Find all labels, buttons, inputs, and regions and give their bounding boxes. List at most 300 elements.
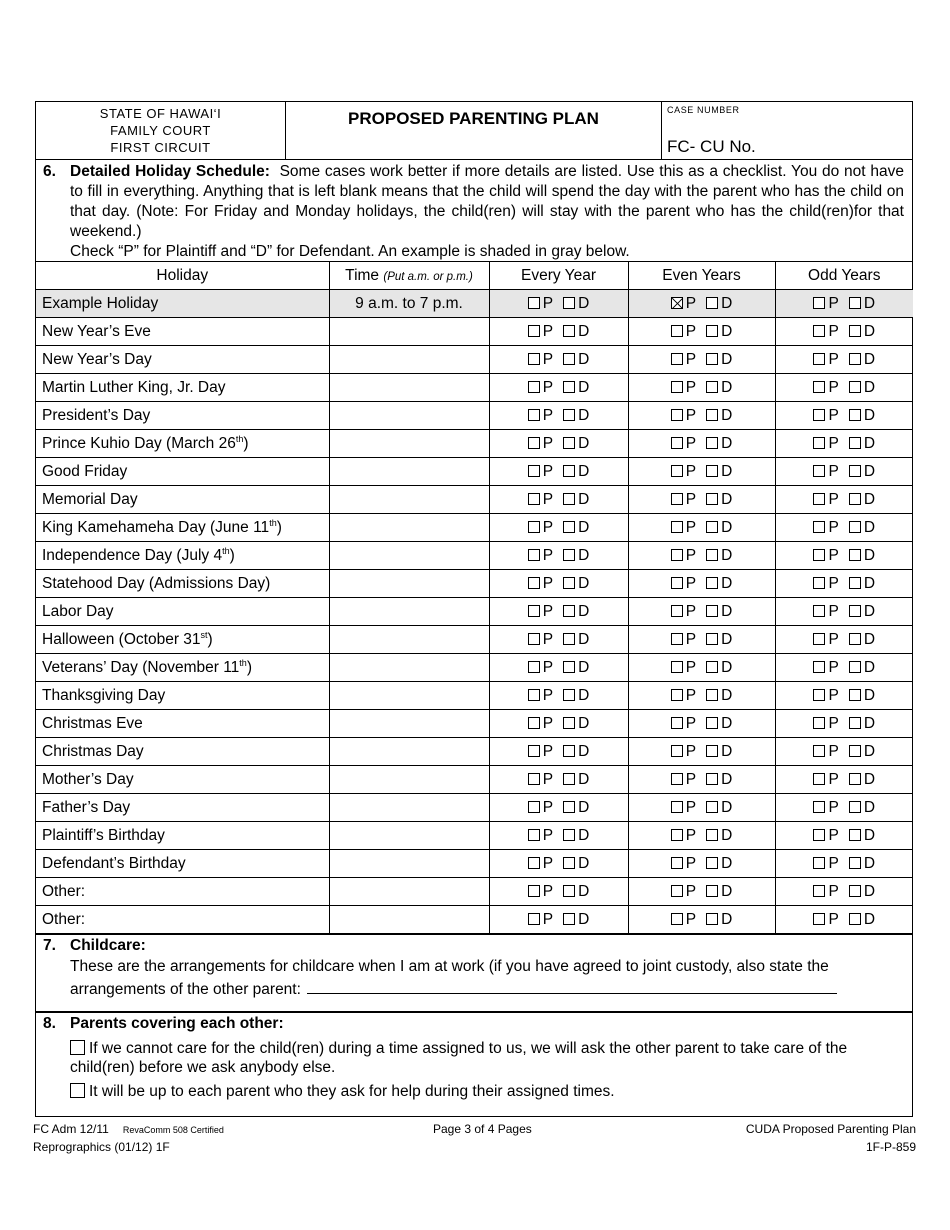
checkbox-d[interactable] (563, 381, 575, 393)
odd-years-cell (775, 682, 913, 710)
label-d: D (578, 546, 590, 564)
checkbox-d[interactable] (706, 521, 718, 533)
label-d: D (578, 602, 590, 620)
holiday-time-input[interactable] (329, 906, 489, 935)
checkbox-d[interactable] (706, 857, 718, 869)
even-years-cell (628, 458, 775, 486)
holiday-name: Christmas Eve (42, 714, 143, 732)
checkbox-d[interactable] (706, 633, 718, 645)
holiday-row (36, 318, 913, 346)
checkbox-p[interactable] (813, 549, 825, 561)
checkbox-d[interactable] (706, 297, 718, 309)
checkbox-d[interactable] (849, 885, 861, 897)
holiday-time-input[interactable] (329, 598, 489, 626)
holiday-cell (36, 514, 329, 542)
checkbox-d[interactable] (563, 633, 575, 645)
holiday-row (36, 486, 913, 514)
checkbox-p[interactable] (528, 913, 540, 925)
label-d: D (863, 882, 876, 900)
checkbox-d[interactable] (849, 773, 861, 785)
label-d: D (578, 686, 590, 704)
odd-years-cell (775, 374, 913, 402)
checkbox-p[interactable] (813, 633, 825, 645)
label-d: D (863, 350, 876, 368)
holiday-cell (36, 542, 329, 570)
checkbox-p[interactable] (528, 577, 540, 589)
col-odd-years: Odd Years (775, 262, 913, 290)
even-years-cell (628, 850, 775, 878)
label-p: P (828, 882, 839, 900)
checkbox-d[interactable] (563, 353, 575, 365)
checkbox-p[interactable] (671, 829, 683, 841)
label-p: P (542, 742, 554, 760)
label-d: D (863, 714, 876, 732)
holiday-name-suffix: ) (243, 434, 249, 452)
holiday-name-suffix: ) (229, 546, 235, 564)
holiday-table-header (36, 262, 913, 290)
checkbox-p[interactable] (813, 829, 825, 841)
holiday-time-input[interactable] (329, 626, 489, 654)
checkbox-p[interactable] (813, 605, 825, 617)
odd-years-cell (775, 654, 913, 682)
checkbox-d[interactable] (706, 577, 718, 589)
label-d: D (578, 658, 590, 676)
checkbox-d[interactable] (849, 913, 861, 925)
label-d: D (578, 910, 590, 928)
holiday-name: Prince Kuhio Day (March 26 (42, 434, 236, 452)
even-years-cell (628, 710, 775, 738)
checkbox-p[interactable] (671, 325, 683, 337)
label-p: P (685, 546, 697, 564)
checkbox-d[interactable] (706, 689, 718, 701)
label-d: D (863, 378, 876, 396)
label-p: P (542, 518, 554, 536)
checkbox-p[interactable] (813, 493, 825, 505)
every-year-cell (489, 542, 628, 570)
label-d: D (721, 742, 733, 760)
checkbox-p[interactable] (528, 717, 540, 729)
section-7-title: Childcare: (70, 937, 146, 954)
checkbox-p[interactable] (528, 633, 540, 645)
holiday-time-input[interactable] (329, 346, 489, 374)
holiday-row (36, 766, 913, 794)
label-p: P (828, 826, 839, 844)
label-d: D (578, 350, 590, 368)
label-p: P (685, 630, 697, 648)
label-p: P (542, 602, 554, 620)
label-d: D (578, 294, 590, 312)
checkbox-p[interactable] (671, 885, 683, 897)
checkbox-p[interactable] (813, 409, 825, 421)
checkbox-d[interactable] (849, 409, 861, 421)
checkbox-d[interactable] (563, 521, 575, 533)
checkbox-p[interactable] (813, 885, 825, 897)
checkbox-d[interactable] (563, 885, 575, 897)
checkbox-p[interactable] (528, 745, 540, 757)
checkbox-d[interactable] (563, 745, 575, 757)
label-d: D (578, 714, 590, 732)
every-year-cell (489, 486, 628, 514)
checkbox-p[interactable] (528, 409, 540, 421)
label-d: D (863, 490, 876, 508)
holiday-row (36, 822, 913, 850)
holiday-name: King Kamehameha Day (June 11 (42, 518, 270, 536)
label-d: D (721, 294, 733, 312)
checkbox-d[interactable] (706, 437, 718, 449)
checkbox-d[interactable] (849, 689, 861, 701)
checkbox-d[interactable] (563, 493, 575, 505)
holiday-row (36, 570, 913, 598)
checkbox-d[interactable] (849, 633, 861, 645)
checkbox-p[interactable] (528, 297, 540, 309)
checkbox-p[interactable] (528, 437, 540, 449)
checkbox-p[interactable] (671, 409, 683, 421)
checkbox-d[interactable] (849, 605, 861, 617)
checkbox-p[interactable] (813, 773, 825, 785)
checkbox-p[interactable] (671, 857, 683, 869)
checkbox-d[interactable] (706, 381, 718, 393)
section-7-title-wrap (70, 935, 904, 957)
checkbox-p[interactable] (671, 605, 683, 617)
checkbox-d[interactable] (706, 801, 718, 813)
label-d: D (721, 490, 733, 508)
checkbox-d[interactable] (706, 325, 718, 337)
every-year-cell (489, 682, 628, 710)
even-years-cell (628, 542, 775, 570)
checkbox-p[interactable] (813, 437, 825, 449)
checkbox-p[interactable] (671, 661, 683, 673)
col-even-years: Even Years (628, 262, 775, 290)
checkbox-d[interactable] (706, 465, 718, 477)
holiday-cell (36, 486, 329, 514)
label-p: P (828, 574, 839, 592)
checkbox-d[interactable] (563, 913, 575, 925)
checkbox-d[interactable] (706, 717, 718, 729)
checkbox-p[interactable] (671, 717, 683, 729)
checkbox-d[interactable] (706, 661, 718, 673)
childcare-input-line[interactable] (307, 979, 837, 994)
label-d: D (578, 434, 590, 452)
label-p: P (685, 350, 697, 368)
label-d: D (863, 406, 876, 424)
option-1-checkbox[interactable] (70, 1040, 85, 1055)
label-d: D (578, 742, 590, 760)
checkbox-d[interactable] (849, 801, 861, 813)
label-p: P (685, 714, 697, 732)
holiday-cell (36, 458, 329, 486)
checkbox-p[interactable] (813, 577, 825, 589)
holiday-time-input[interactable] (329, 738, 489, 766)
odd-years-cell (775, 906, 913, 935)
checkbox-d[interactable] (563, 801, 575, 813)
holiday-time-input[interactable] (329, 486, 489, 514)
odd-years-cell (775, 738, 913, 766)
label-p: P (542, 686, 554, 704)
court-name (36, 102, 286, 159)
checkbox-p[interactable] (528, 773, 540, 785)
checkbox-p[interactable] (813, 325, 825, 337)
checkbox-p[interactable] (671, 521, 683, 533)
holiday-time-input[interactable] (329, 514, 489, 542)
label-p: P (685, 490, 697, 508)
checkbox-d[interactable] (849, 717, 861, 729)
checkbox-p[interactable] (671, 353, 683, 365)
holiday-name: Mother’s Day (42, 770, 134, 788)
checkbox-d[interactable] (563, 689, 575, 701)
holiday-row (36, 626, 913, 654)
footer-reprographics: Reprographics (01/12) 1F (33, 1140, 170, 1154)
holiday-name-suffix: ) (276, 518, 282, 536)
checkbox-d[interactable] (706, 549, 718, 561)
checkbox-p[interactable] (671, 577, 683, 589)
checkbox-p[interactable] (813, 297, 825, 309)
checkbox-d[interactable] (563, 829, 575, 841)
checkbox-d[interactable] (706, 353, 718, 365)
even-years-cell (628, 486, 775, 514)
example-row (36, 290, 913, 318)
checkbox-p[interactable] (813, 745, 825, 757)
holiday-time-input[interactable] (329, 822, 489, 850)
holiday-row (36, 850, 913, 878)
checkbox-d[interactable] (706, 913, 718, 925)
checkbox-p[interactable] (528, 465, 540, 477)
checkbox-d[interactable] (706, 829, 718, 841)
label-d: D (863, 434, 876, 452)
every-year-cell (489, 878, 628, 906)
checkbox-d[interactable] (849, 325, 861, 337)
label-p: P (828, 546, 839, 564)
checkbox-d[interactable] (563, 297, 575, 309)
holiday-time-input[interactable] (329, 766, 489, 794)
every-year-cell (489, 318, 628, 346)
checkbox-d[interactable] (849, 745, 861, 757)
checkbox-p[interactable] (528, 857, 540, 869)
checkbox-p[interactable] (528, 885, 540, 897)
checkbox-p[interactable] (528, 801, 540, 813)
holiday-name: New Year’s Eve (42, 322, 151, 340)
label-d: D (863, 462, 876, 480)
even-years-cell (628, 822, 775, 850)
checkbox-p[interactable] (813, 381, 825, 393)
holiday-cell (36, 430, 329, 458)
holiday-time-input[interactable] (329, 710, 489, 738)
checkbox-p[interactable] (528, 829, 540, 841)
holiday-name: Labor Day (42, 602, 114, 620)
label-p: P (685, 518, 697, 536)
holiday-row (36, 710, 913, 738)
checkbox-p[interactable] (813, 717, 825, 729)
checkbox-p[interactable] (528, 521, 540, 533)
checkbox-p[interactable] (671, 801, 683, 813)
holiday-time-input[interactable] (329, 458, 489, 486)
holiday-time-input[interactable] (329, 850, 489, 878)
label-p: P (828, 462, 839, 480)
holiday-time-input[interactable] (329, 318, 489, 346)
holiday-cell (36, 850, 329, 878)
even-years-cell (628, 906, 775, 935)
checkbox-p[interactable] (813, 801, 825, 813)
every-year-cell (489, 626, 628, 654)
label-d: D (578, 854, 590, 872)
label-d: D (721, 686, 733, 704)
checkbox-p[interactable] (671, 689, 683, 701)
odd-years-cell (775, 766, 913, 794)
checkbox-p[interactable] (671, 633, 683, 645)
holiday-time-input[interactable] (329, 878, 489, 906)
label-d: D (863, 546, 876, 564)
even-years-cell (628, 430, 775, 458)
checkbox-p[interactable] (528, 549, 540, 561)
checkbox-p[interactable] (813, 689, 825, 701)
checkbox-d[interactable] (849, 549, 861, 561)
label-d: D (721, 406, 733, 424)
col-every-year: Every Year (489, 262, 628, 290)
checkbox-d[interactable] (563, 465, 575, 477)
checkbox-p[interactable] (528, 493, 540, 505)
holiday-time-input[interactable] (329, 654, 489, 682)
holiday-name: President’s Day (42, 406, 151, 424)
label-p: P (685, 882, 697, 900)
label-p: P (828, 434, 839, 452)
holiday-cell (36, 906, 329, 935)
checkbox-d[interactable] (706, 745, 718, 757)
checkbox-p[interactable] (528, 353, 540, 365)
checkbox-d[interactable] (563, 661, 575, 673)
checkbox-d[interactable] (706, 493, 718, 505)
checkbox-d[interactable] (563, 409, 575, 421)
checkbox-d[interactable] (563, 577, 575, 589)
checkbox-d[interactable] (563, 437, 575, 449)
checkbox-p[interactable] (813, 661, 825, 673)
checkbox-p[interactable] (813, 913, 825, 925)
checkbox-d[interactable] (849, 829, 861, 841)
checkbox-d[interactable] (706, 409, 718, 421)
example-every-year (489, 290, 628, 318)
checkbox-d[interactable] (563, 857, 575, 869)
odd-years-cell (775, 318, 913, 346)
holiday-cell (36, 654, 329, 682)
checkbox-p[interactable] (671, 437, 683, 449)
checkbox-p[interactable] (671, 913, 683, 925)
case-number-label: CASE NUMBER (667, 105, 740, 115)
label-p: P (542, 546, 554, 564)
holiday-time-input[interactable] (329, 430, 489, 458)
holiday-time-input[interactable] (329, 682, 489, 710)
checkbox-d[interactable] (563, 325, 575, 337)
checkbox-d[interactable] (706, 773, 718, 785)
checkbox-p[interactable] (528, 689, 540, 701)
holiday-time-input[interactable] (329, 402, 489, 430)
odd-years-cell (775, 514, 913, 542)
every-year-cell (489, 850, 628, 878)
checkbox-d[interactable] (563, 773, 575, 785)
label-p: P (685, 770, 697, 788)
checkbox-d[interactable] (849, 577, 861, 589)
checkbox-d[interactable] (849, 661, 861, 673)
case-number-box (664, 102, 912, 159)
checkbox-d[interactable] (563, 549, 575, 561)
label-p: P (828, 490, 839, 508)
label-d: D (721, 882, 733, 900)
even-years-cell (628, 738, 775, 766)
checkbox-d[interactable] (849, 353, 861, 365)
label-d: D (863, 518, 876, 536)
checkbox-p[interactable] (671, 381, 683, 393)
checkbox-p[interactable] (671, 745, 683, 757)
label-p: P (828, 518, 839, 536)
label-p: P (685, 378, 697, 396)
form-header (36, 102, 912, 160)
section-8-option-1 (70, 1039, 900, 1077)
case-number-field[interactable]: FC- CU No. (667, 137, 756, 156)
checkbox-p-checked[interactable] (671, 297, 683, 309)
checkbox-d[interactable] (849, 381, 861, 393)
option-2-checkbox[interactable] (70, 1083, 85, 1098)
checkbox-d[interactable] (849, 493, 861, 505)
checkbox-d[interactable] (706, 885, 718, 897)
checkbox-p[interactable] (813, 353, 825, 365)
checkbox-p[interactable] (671, 773, 683, 785)
checkbox-p[interactable] (528, 661, 540, 673)
holiday-time-input[interactable] (329, 794, 489, 822)
label-p: P (685, 322, 697, 340)
label-d: D (578, 378, 590, 396)
checkbox-d[interactable] (849, 297, 861, 309)
checkbox-p[interactable] (813, 465, 825, 477)
label-d: D (863, 294, 876, 312)
holiday-table (36, 261, 913, 935)
checkbox-p[interactable] (528, 605, 540, 617)
holiday-name: Memorial Day (42, 490, 138, 508)
checkbox-p[interactable] (671, 465, 683, 477)
checkbox-p[interactable] (671, 493, 683, 505)
holiday-cell (36, 710, 329, 738)
holiday-time-input[interactable] (329, 542, 489, 570)
label-p: P (542, 462, 554, 480)
checkbox-p[interactable] (528, 381, 540, 393)
checkbox-d[interactable] (563, 717, 575, 729)
checkbox-d[interactable] (563, 605, 575, 617)
checkbox-p[interactable] (671, 549, 683, 561)
label-d: D (863, 630, 876, 648)
label-d: D (578, 462, 590, 480)
checkbox-p[interactable] (528, 325, 540, 337)
even-years-cell (628, 318, 775, 346)
checkbox-d[interactable] (706, 605, 718, 617)
even-years-cell (628, 654, 775, 682)
label-p: P (542, 434, 554, 452)
holiday-cell (36, 346, 329, 374)
odd-years-cell (775, 570, 913, 598)
checkbox-d[interactable] (849, 465, 861, 477)
checkbox-p[interactable] (813, 521, 825, 533)
label-d: D (721, 378, 733, 396)
holiday-time-input[interactable] (329, 570, 489, 598)
label-d: D (578, 490, 590, 508)
checkbox-d[interactable] (849, 437, 861, 449)
section-divider (36, 1011, 912, 1013)
even-years-cell (628, 374, 775, 402)
holiday-time-input[interactable] (329, 374, 489, 402)
checkbox-d[interactable] (849, 857, 861, 869)
court-state: STATE OF HAWAI‘I (99, 106, 222, 121)
label-p: P (685, 406, 697, 424)
every-year-cell (489, 430, 628, 458)
label-p: P (542, 406, 554, 424)
label-d: D (578, 574, 590, 592)
checkbox-d[interactable] (849, 521, 861, 533)
checkbox-p[interactable] (813, 857, 825, 869)
